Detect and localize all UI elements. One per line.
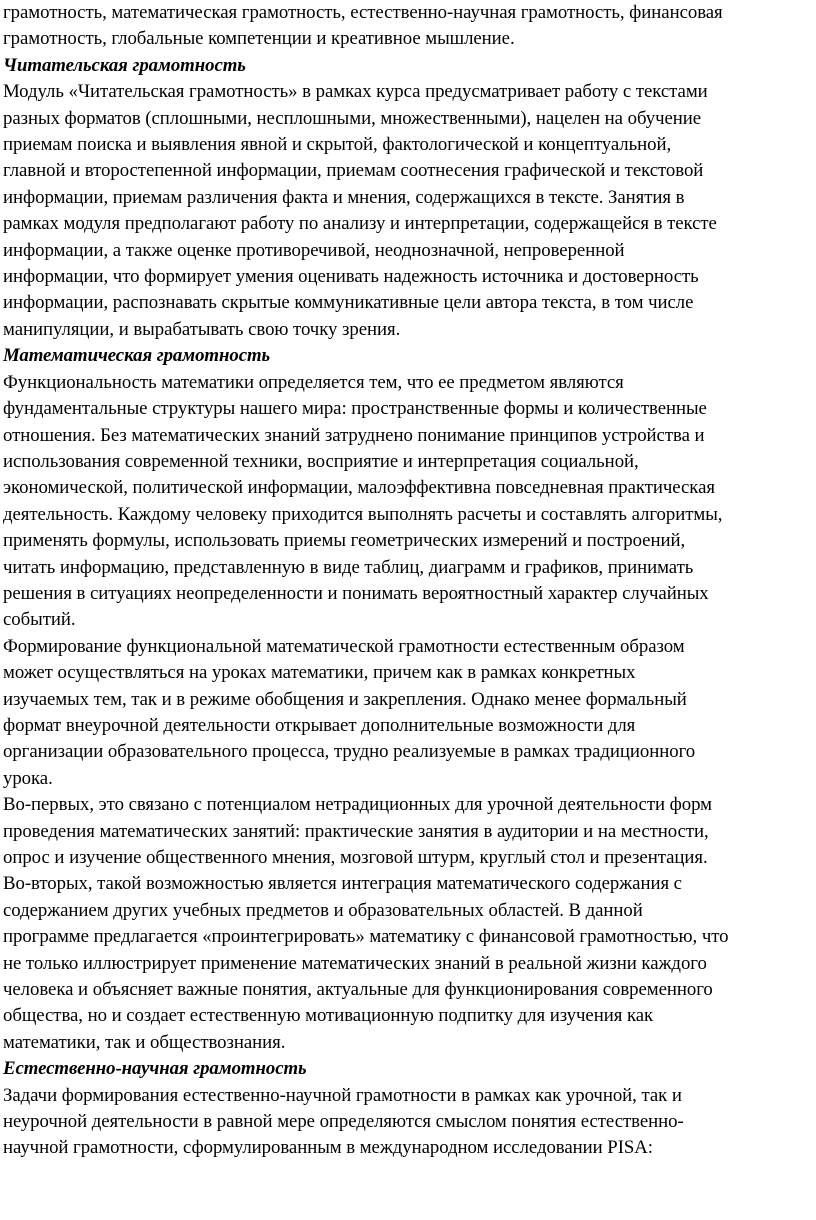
- text-line: использования современной техники, восприятие и интерпретация социальной,: [3, 450, 639, 472]
- text-line: может осуществляться на уроках математики, причем как в рамках конкретных: [3, 662, 636, 684]
- text-line: содержанием других учебных предметов и образовательных областей. В данной: [3, 899, 643, 921]
- text-line: неурочной деятельности в равной мере определяются смыслом понятия естественно-: [3, 1111, 684, 1133]
- text-line: применять формулы, использовать приемы геометрических измерений и построений,: [3, 530, 686, 552]
- text-line: грамотность, глобальные компетенции и креативное мышление.: [3, 28, 515, 50]
- text-line: научной грамотности, сформулированным в международном исследовании PISA:: [3, 1137, 653, 1159]
- text-line: читать информацию, представленную в виде таблиц, диаграмм и графиков, принимать: [3, 556, 694, 578]
- text-line: проведения математических занятий: практические занятия в аудитории и на местности,: [3, 820, 709, 842]
- text-line: манипуляции, и вырабатывать свою точку зрения.: [3, 318, 401, 340]
- text-line: деятельность. Каждому человеку приходится выполнять расчеты и составлять алгоритмы,: [3, 503, 723, 525]
- text-line: решения в ситуациях неопределенности и понимать вероятностный характер случайных: [3, 582, 709, 604]
- text-line: информации, приемам различения факта и мнения, содержащихся в тексте. Занятия в: [3, 186, 685, 208]
- text-line: информации, распознавать скрытые коммуникативные цели автора текста, в том числе: [3, 292, 694, 314]
- text-line: информации, а также оценке противоречивой, неоднозначной, непроверенной: [3, 239, 625, 261]
- math-paragraph-2: [3, 634, 814, 792]
- text-line: изучаемых тем, так и в режиме обобщения и закрепления. Однако менее формальный: [3, 688, 687, 710]
- text-line: Во-вторых, такой возможностью является интеграция математического содержания с: [3, 873, 682, 895]
- text-line: разных форматов (сплошными, несплошными, множественными), нацелен на обучение: [3, 107, 702, 129]
- math-paragraph-3: [3, 792, 814, 1056]
- text-line: человека и объясняет важные понятия, актуальные для функционирования современного: [3, 979, 713, 1001]
- section-heading-math: Математическая грамотность: [3, 345, 271, 367]
- text-line: экономической, политической информации, малоэффективна повседневная практическая: [3, 477, 715, 499]
- text-line: опрос и изучение общественного мнения, мозговой штурм, круглый стол и презентация.: [3, 847, 708, 868]
- text-line: отношения. Без математических знаний затруднено понимание принципов устройства и: [3, 424, 705, 446]
- intro-paragraph: [3, 0, 814, 53]
- text-line: главной и второстепенной информации, приемам соотнесения графической и текстовой: [3, 160, 704, 182]
- text-line: приемам поиска и выявления явной и скрытой, фактологической и концептуальной,: [3, 134, 672, 156]
- text-line: фундаментальные структуры нашего мира: пространственные формы и количественные: [3, 398, 707, 420]
- text-line: математики, так и обществознания.: [3, 1031, 286, 1053]
- text-line: Задачи формирования естественно-научной грамотности в рамках как урочной, так и: [3, 1084, 682, 1106]
- text-line: Во-первых, это связано с потенциалом нетрадиционных для урочной деятельности форм: [3, 794, 712, 816]
- math-paragraph-1: [3, 370, 814, 634]
- text-line: программе предлагается «проинтегрировать» математику с финансовой грамотностью, что: [3, 926, 729, 948]
- text-line: рамках модуля предполагают работу по анализу и интерпретации, содержащейся в тексте: [3, 213, 717, 235]
- text-line: грамотность, математическая грамотность, естественно-научная грамотность, финансовая: [3, 2, 723, 23]
- text-line: Формирование функциональной математической грамотности естественным образом: [3, 635, 685, 657]
- section-heading-science: Естественно-научная грамотность: [3, 1058, 307, 1080]
- text-line: Функциональность математики определяется тем, что ее предметом являются: [3, 371, 624, 393]
- text-line: урока.: [3, 767, 53, 789]
- text-line: общества, но и создает естественную мотивационную подпитку для изучения как: [3, 1005, 654, 1027]
- text-line: организации образовательного процесса, трудно реализуемые в рамках традиционного: [3, 741, 696, 763]
- text-line: формат внеурочной деятельности открывает дополнительные возможности для: [3, 714, 636, 736]
- text-line: информации, что формирует умения оценивать надежность источника и достоверность: [3, 266, 699, 288]
- section-heading-reading: Читательская грамотность: [3, 54, 246, 76]
- science-paragraph: [3, 1083, 814, 1162]
- text-line: не только иллюстрирует применение математических знаний в реальной жизни каждого: [3, 952, 707, 974]
- text-line: событий.: [3, 609, 76, 631]
- reading-paragraph: [3, 79, 814, 343]
- text-line: Модуль «Читательская грамотность» в рамках курса предусматривает работу с текстами: [3, 81, 708, 103]
